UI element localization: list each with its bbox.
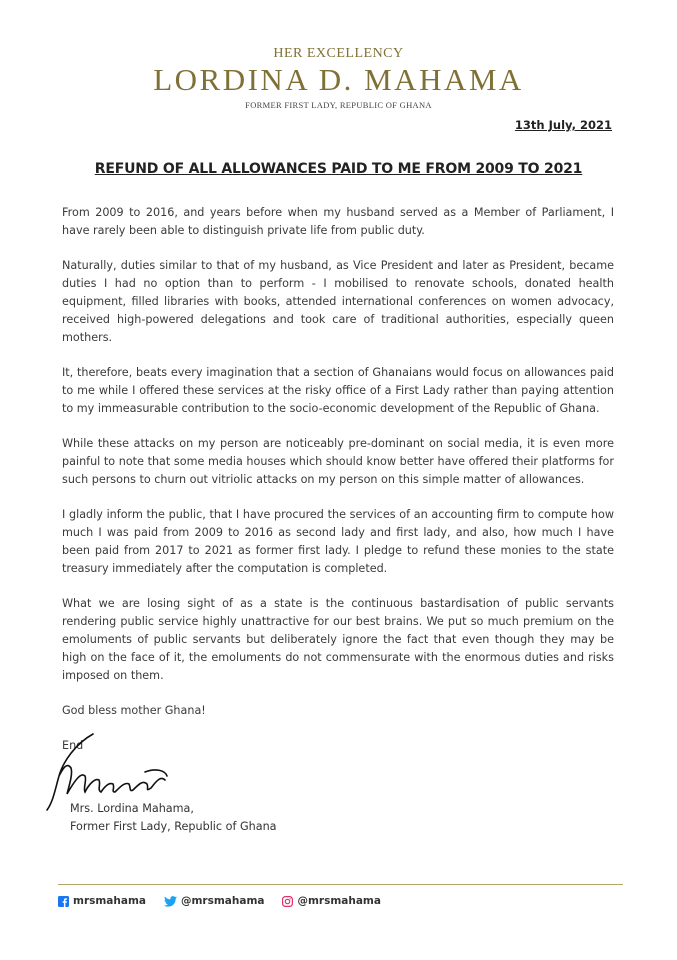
twitter-label: @mrsmahama (180, 895, 265, 907)
paragraph-2: Naturally, duties similar to that of my husband, as Vice President and later as President, became duties I had no option than to perform - I mobilised to renovate schools, donated health equipment, filled libraries with books, attended international conferences on women advocacy, received high-powered delegations and took care of traditional authorities, especially queen mothers. (62, 259, 614, 344)
instagram-handle[interactable] (282, 895, 380, 907)
closing-blessing: God bless mother Ghana! (62, 704, 206, 717)
letterhead-title: HER EXCELLENCY (273, 46, 404, 61)
paragraph-1: From 2009 to 2016, and years before when my husband served as a Member of Parliament, I have rarely been able to distinguish private life from public duty. (62, 206, 614, 237)
facebook-label: mrsmahama (73, 895, 146, 907)
paragraph-3: It, therefore, beats every imagination that a section of Ghanaians would focus on allowances paid to me while I offered these services at the risky office of a First Lady rather than paying attention to my immeasurable contribution to the socio-economic development of the Republic of Ghana. (62, 366, 614, 415)
twitter-icon (164, 896, 177, 907)
instagram-icon (282, 896, 293, 907)
paragraph-6: What we are losing sight of as a state is the continuous bastardisation of public servants rendering public service highly unattractive for our best brains. We put so much premium on the emoluments of public servants but deliberately ignore the fact that even though they may be high on the face of it, the emoluments do not commensurate with the enormous duties and risks imposed on them. (62, 597, 614, 682)
signatory-block (70, 800, 277, 836)
letterhead-subtitle: FORMER FIRST LADY, REPUBLIC OF GHANA (245, 100, 432, 110)
footer-divider (58, 884, 623, 885)
letterhead-name: LORDINA D. MAHAMA (153, 62, 524, 97)
twitter-handle[interactable] (164, 895, 264, 907)
letter-heading: REFUND OF ALL ALLOWANCES PAID TO ME FROM 2009 TO 2021 (94, 161, 583, 177)
paragraph-5: I gladly inform the public, that I have procured the services of an accounting firm to compute how much I was paid from 2009 to 2016 as second lady and first lady, and also, how much I have been paid from 2017 to 2021 as former first lady. I pledge to refund these monies to the state treasury immediately after the computation is completed. (62, 508, 614, 575)
facebook-icon (58, 896, 69, 907)
letter-body (62, 204, 614, 772)
signatory-title: Former First Lady, Republic of Ghana (70, 820, 277, 833)
facebook-handle[interactable] (58, 895, 146, 907)
letter-date: 13th July, 2021 (514, 118, 612, 132)
footer-social (58, 895, 399, 907)
paragraph-4: While these attacks on my person are noticeably pre-dominant on social media, it is even more painful to note that some media houses which should know better have offered their platforms for such persons to churn out vitriolic attacks on my person on this simple matter of allowances. (62, 437, 614, 486)
signatory-name: Mrs. Lordina Mahama, (70, 802, 194, 815)
instagram-label: @mrsmahama (297, 895, 381, 907)
letterhead (0, 46, 677, 111)
closing-end: End (62, 739, 84, 752)
